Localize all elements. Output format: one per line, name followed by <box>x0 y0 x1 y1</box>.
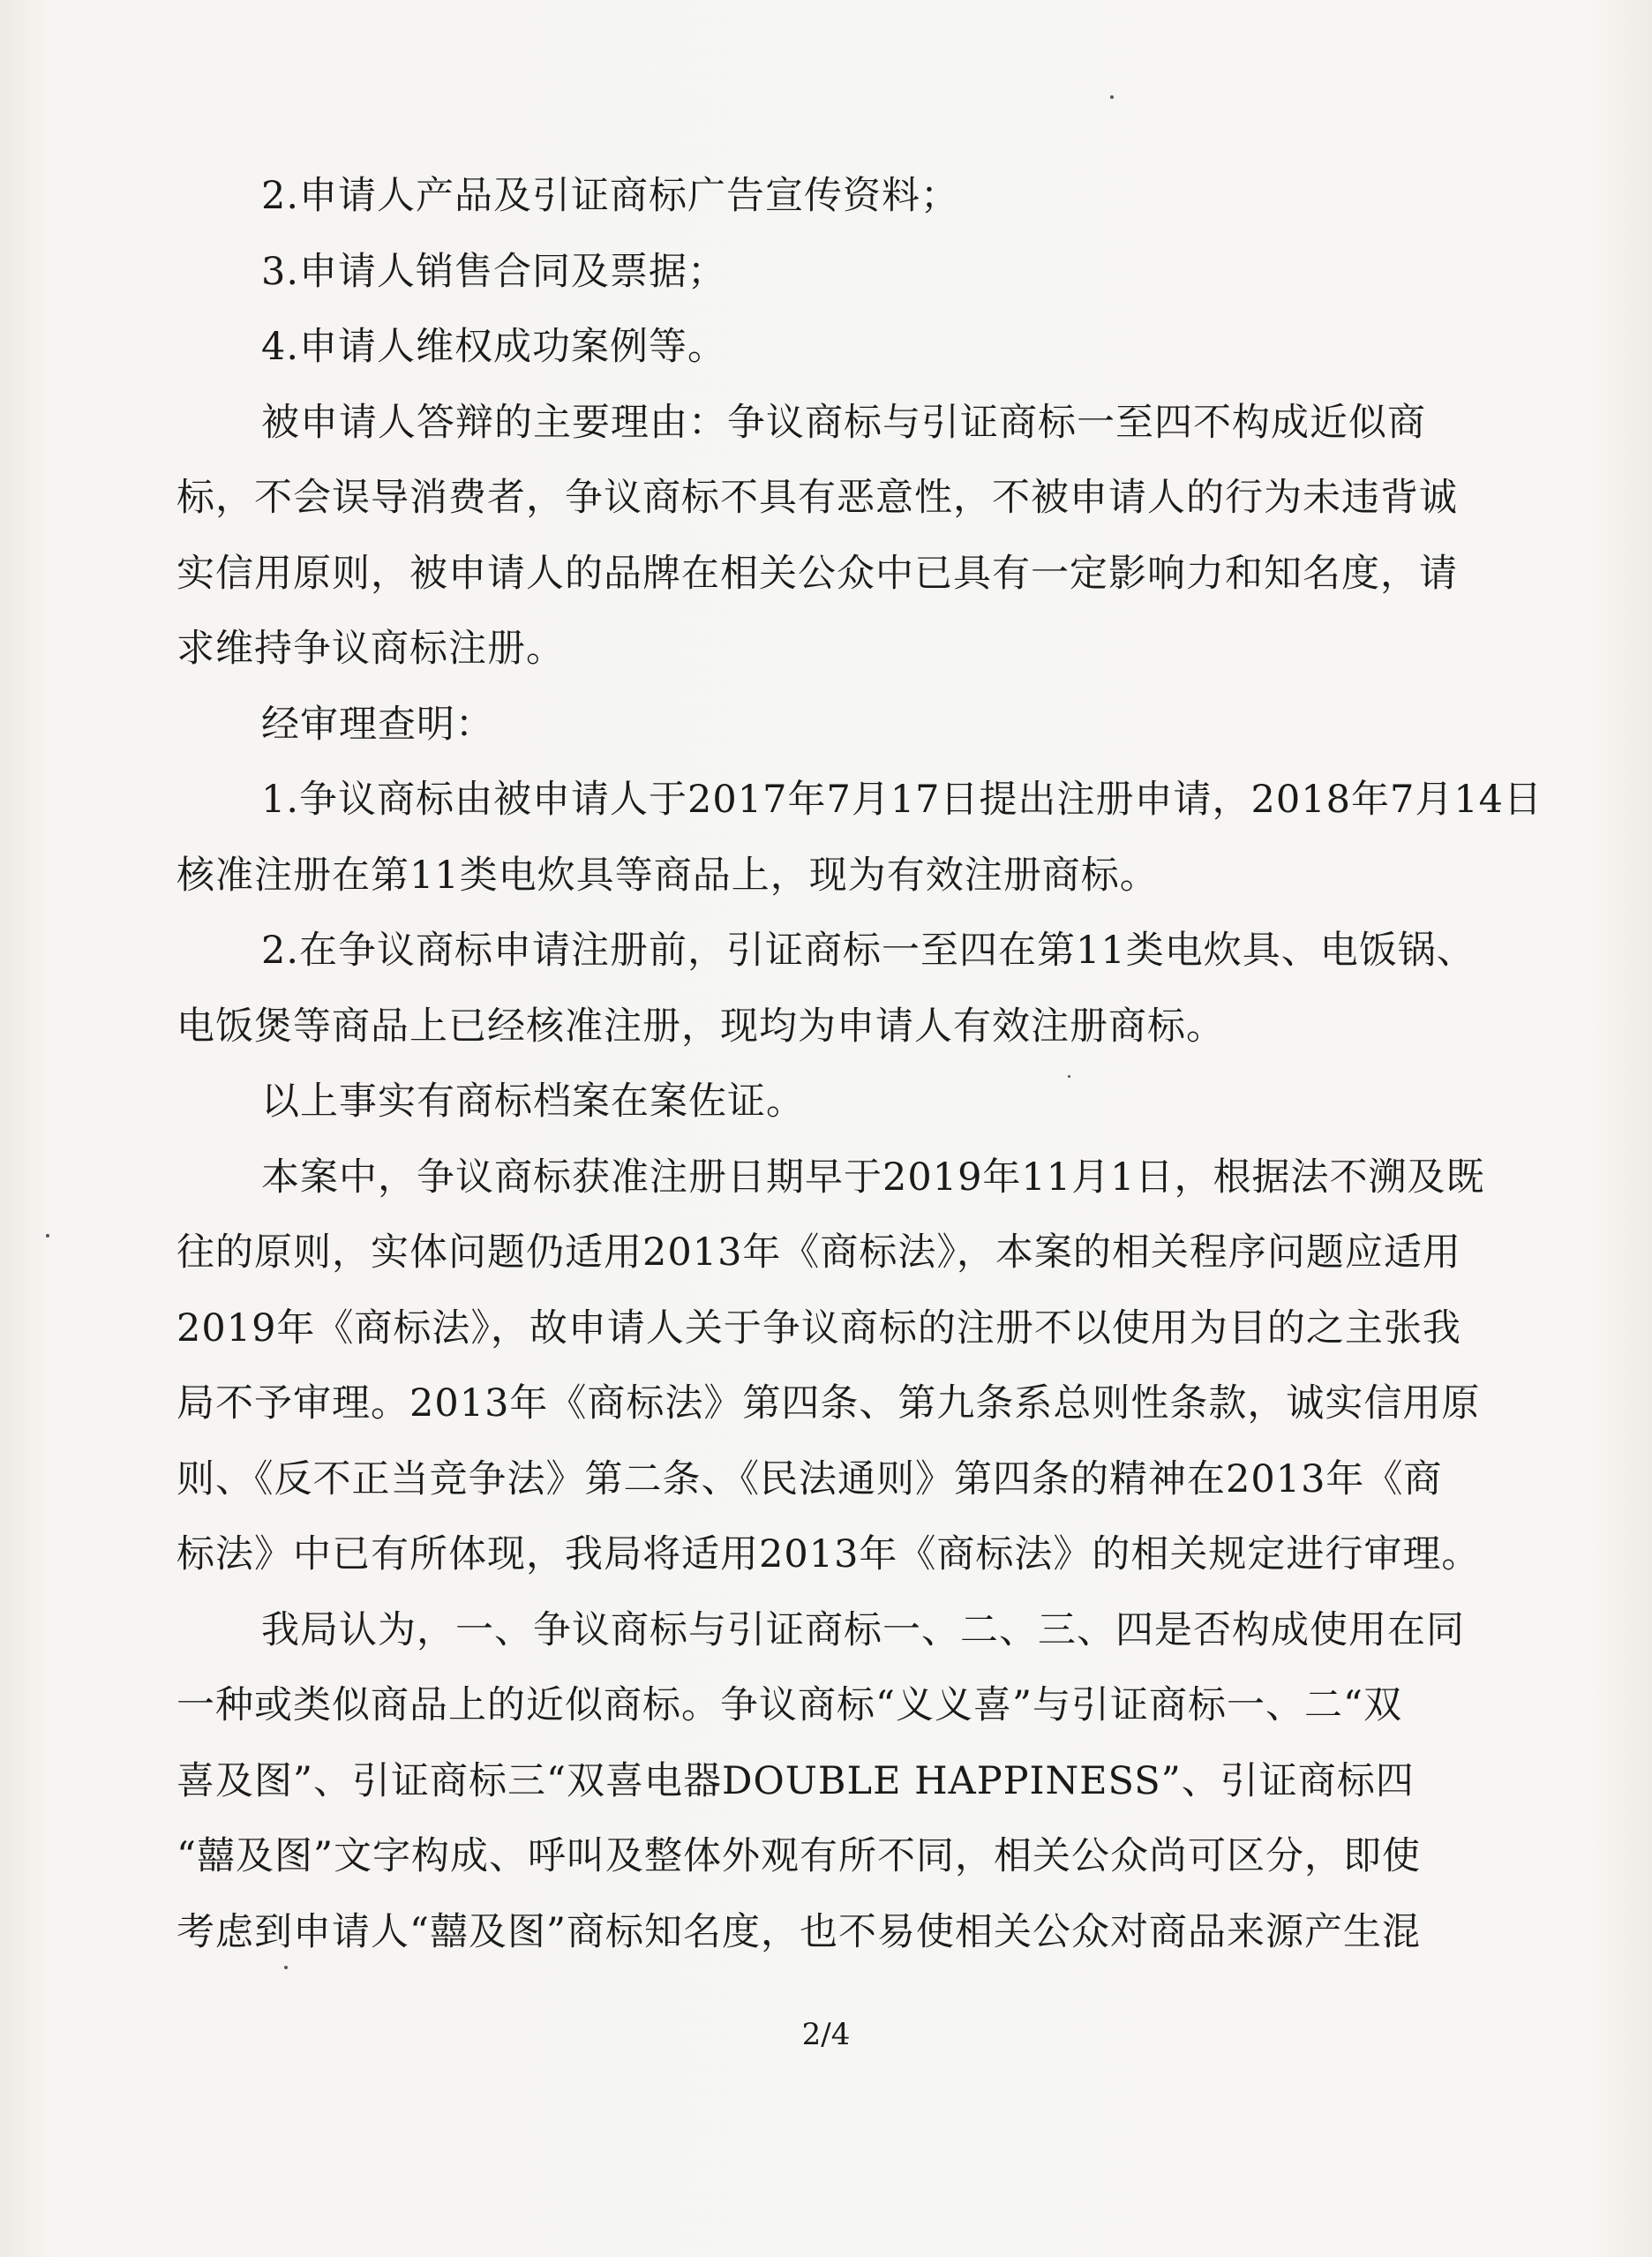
text-line: 则、《反不正当竞争法》第二条、《民法通则》第四条的精神在2013年《商 <box>176 1456 1443 1501</box>
text-line: 标，不会误导消费者，争议商标不具有恶意性，不被申请人的行为未违背诚 <box>176 476 1458 520</box>
text-line: 2.在争议商标申请注册前，引证商标一至四在第11类电炊具、电饭锅、 <box>261 929 1476 973</box>
text-line: 经审理查明： <box>261 702 494 747</box>
text-line: 以上事实有商标档案在案佐证。 <box>261 1080 805 1124</box>
text-line: 被申请人答辩的主要理由：争议商标与引证商标一至四不构成近似商 <box>261 400 1426 445</box>
text-line: 2.申请人产品及引证商标广告宣传资料； <box>261 174 960 218</box>
text-line: “囍及图”文字构成、呼叫及整体外观有所不同，相关公众尚可区分，即使 <box>176 1834 1421 1878</box>
text-line: 标法》中已有所体现，我局将适用2013年《商标法》的相关规定进行审理。 <box>176 1532 1481 1576</box>
text-line: 2019年《商标法》，故申请人关于争议商标的注册不以使用为目的之主张我 <box>176 1305 1461 1350</box>
text-line: 实信用原则，被申请人的品牌在相关公众中已具有一定影响力和知名度，请 <box>176 551 1458 596</box>
scan-speck <box>284 1966 288 1969</box>
text-line: 一种或类似商品上的近似商标。争议商标“义义喜”与引证商标一、二“双 <box>176 1683 1402 1727</box>
text-line: 核准注册在第11类电炊具等商品上，现为有效注册商标。 <box>176 853 1159 898</box>
text-line: 局不予审理。2013年《商标法》第四条、第九条系总则性条款，诚实信用原 <box>176 1381 1481 1426</box>
text-line: 1.争议商标由被申请人于2017年7月17日提出注册申请，2018年7月14日 <box>261 778 1543 822</box>
text-line: 电饭煲等商品上已经核准注册，现均为申请人有效注册商标。 <box>176 1004 1225 1049</box>
text-line: 考虑到申请人“囍及图”商标知名度，也不易使相关公众对商品来源产生混 <box>176 1909 1421 1954</box>
scan-speck <box>1068 1075 1070 1078</box>
text-line: 3.申请人销售合同及票据； <box>261 249 727 294</box>
text-line: 我局认为，一、争议商标与引证商标一、二、三、四是否构成使用在同 <box>261 1607 1465 1652</box>
text-line: 4.申请人维权成功案例等。 <box>261 325 727 369</box>
text-line: 求维持争议商标注册。 <box>176 627 565 671</box>
page-number: 2/4 <box>801 2017 851 2052</box>
scan-speck <box>46 1234 49 1238</box>
text-line: 本案中，争议商标获准注册日期早于2019年11月1日，根据法不溯及既 <box>261 1155 1485 1200</box>
scan-speck <box>1110 95 1114 99</box>
document-body <box>176 159 1543 1970</box>
text-line: 喜及图”、引证商标三“双喜电器DOUBLE HAPPINESS”、引证商标四 <box>176 1758 1415 1803</box>
text-line: 往的原则，实体问题仍适用2013年《商标法》，本案的相关程序问题应适用 <box>176 1230 1461 1275</box>
